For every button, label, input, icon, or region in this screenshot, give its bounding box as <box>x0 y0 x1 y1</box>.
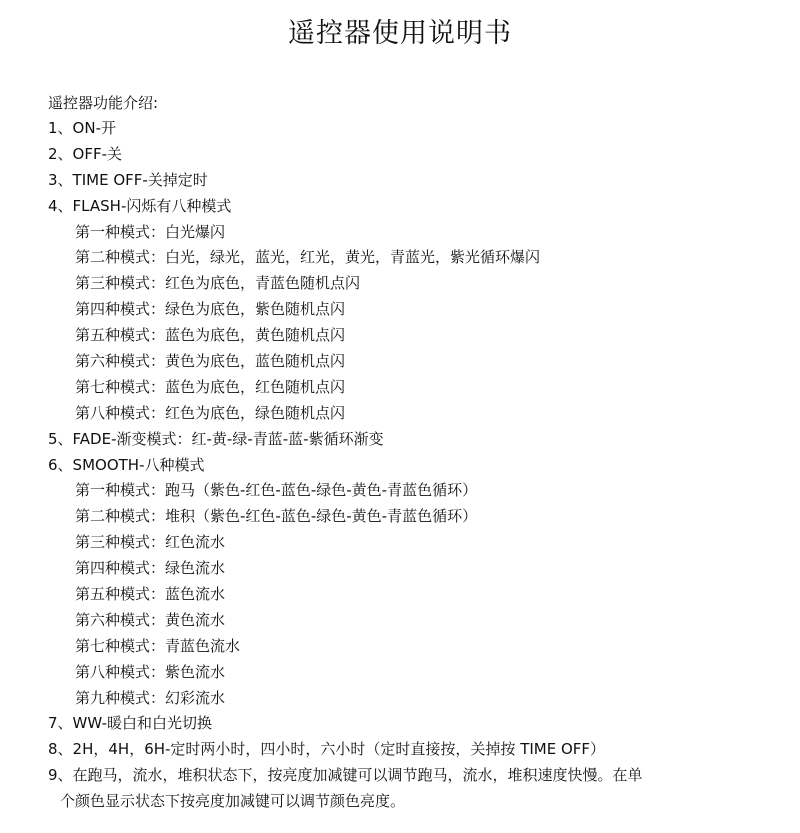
smooth-mode-3: 第三种模式：红色流水 <box>75 533 226 552</box>
item-number: 7、 <box>48 714 73 733</box>
flash-mode-6: 第六种模式：黄色为底色，蓝色随机点闪 <box>75 352 346 371</box>
document-body <box>48 90 788 815</box>
item-text: 在跑马，流水，堆积状态下，按亮度加减键可以调节跑马，流水，堆积速度快慢。在单 <box>72 766 643 785</box>
flash-mode-5: 第五种模式：蓝色为底色，黄色随机点闪 <box>75 326 346 345</box>
flash-mode-8: 第八种模式：红色为底色，绿色随机点闪 <box>75 403 346 422</box>
item-number: 6、 <box>48 455 73 474</box>
list-item-4-flash <box>48 194 788 427</box>
item-number: 5、 <box>48 429 73 448</box>
item-number: 8、 <box>48 740 73 759</box>
smooth-mode-2: 第二种模式：堆积（紫色-红色-蓝色-绿色-黄色-青蓝色循环） <box>75 507 478 526</box>
intro-heading: 遥控器功能介绍: <box>48 94 159 112</box>
item-number: 9、 <box>48 766 73 785</box>
smooth-mode-9: 第九种模式：幻彩流水 <box>75 688 226 707</box>
list-item-1 <box>48 116 788 142</box>
flash-mode-1: 第一种模式：白光爆闪 <box>75 222 226 241</box>
list-item-7 <box>48 711 788 737</box>
item-text: FADE-渐变模式：红-黄-绿-青蓝-蓝-紫循环渐变 <box>72 429 384 448</box>
smooth-mode-6: 第六种模式：黄色流水 <box>75 610 226 629</box>
flash-mode-2: 第二种模式：白光，绿光，蓝光，红光，黄光，青蓝光，紫光循环爆闪 <box>75 248 541 267</box>
item-text: OFF-关 <box>72 144 123 163</box>
item-text: TIME OFF-关掉定时 <box>72 170 208 189</box>
item-text: FLASH-闪烁有八种模式 <box>72 196 232 215</box>
list-item-6-smooth <box>48 453 788 712</box>
smooth-mode-4: 第四种模式：绿色流水 <box>75 559 226 578</box>
item-text: 2H，4H，6H-定时两小时，四小时，六小时（定时直接按，关掉按 TIME OFF） <box>72 740 606 759</box>
flash-mode-3: 第三种模式：红色为底色，青蓝色随机点闪 <box>75 274 361 293</box>
list-item-9 <box>48 763 788 815</box>
smooth-mode-8: 第八种模式：紫色流水 <box>75 662 226 681</box>
smooth-mode-7: 第七种模式：青蓝色流水 <box>75 636 241 655</box>
item-number: 1、 <box>48 119 73 137</box>
item-text: ON-开 <box>72 119 116 137</box>
list-item-2 <box>48 142 788 168</box>
flash-mode-7: 第七种模式：蓝色为底色，红色随机点闪 <box>75 377 346 396</box>
item-number: 2、 <box>48 144 73 163</box>
item-9-continuation: 个颜色显示状态下按亮度加减键可以调节颜色亮度。 <box>60 792 406 811</box>
item-number: 4、 <box>48 196 73 215</box>
flash-mode-4: 第四种模式：绿色为底色，紫色随机点闪 <box>75 300 346 319</box>
list-item-3 <box>48 168 788 194</box>
item-text: WW-暖白和白光切换 <box>72 714 213 733</box>
item-number: 3、 <box>48 170 73 189</box>
smooth-mode-5: 第五种模式：蓝色流水 <box>75 585 226 604</box>
item-text: SMOOTH-八种模式 <box>72 455 205 474</box>
document-title: 遥控器使用说明书 <box>288 18 512 49</box>
list-item-8 <box>48 737 788 763</box>
smooth-mode-1: 第一种模式：跑马（紫色-红色-蓝色-绿色-黄色-青蓝色循环） <box>75 481 478 500</box>
list-item-5-fade <box>48 427 788 453</box>
